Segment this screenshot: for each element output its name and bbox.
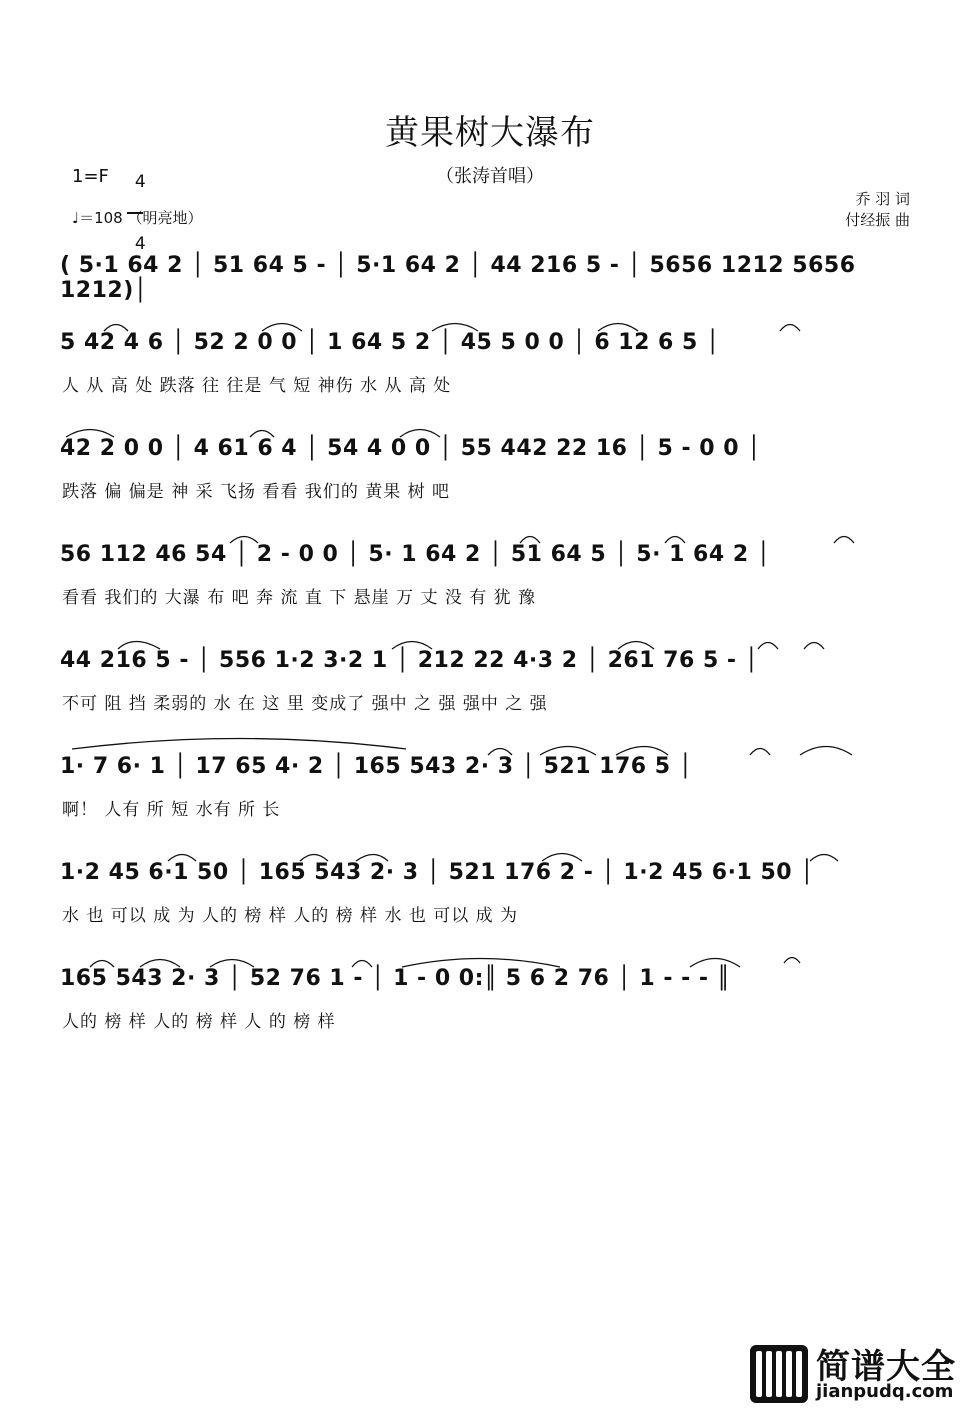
score-row-4: 56 112 46 54 │ 2 - 0 0 │ 5· 1 64 2 │ 51 64 5 │ 5· 1 64 2 │ (60, 542, 771, 567)
score-row-2: 5 42 4 6 │ 52 2 0 0 │ 1 64 5 2 │ 45 5 0 0 │ 6 12 6 5 │ (60, 330, 720, 355)
score-row-3: 42 2 0 0 │ 4 61 6 4 │ 54 4 0 0 │ 55 442 22 16 │ 5 - 0 0 │ (60, 436, 761, 461)
score-row-6: 1· 7 6· 1 │ 17 65 4· 2 │ 165 543 2· 3 │ 521 176 5 │ (60, 754, 693, 779)
logo-url: jianpudq.com (816, 1381, 954, 1402)
composer-credit: 付经振 曲 (845, 211, 910, 229)
score-row-5: 44 216 5 - │ 556 1·2 3·2 1 │ 212 22 4·3 2 │ 261 76 5 - │ (60, 648, 759, 673)
time-signature-top: 4 (134, 172, 146, 192)
score-row-1: ( 5·1 64 2 │ 51 64 5 - │ 5·1 64 2 │ 44 216 5 - │ 5656 1212 5656 1212)│ (60, 253, 856, 303)
lyrics-row-4: 看看 我们的 大瀑 布 吧 奔 流 直 下 悬崖 万 丈 没 有 犹 豫 (62, 588, 537, 608)
score-row-7: 1·2 45 6·1 50 │ 165 543 2· 3 │ 521 176 2 - │ 1·2 45 6·1 50 │ (60, 860, 814, 885)
lyricist-credit: 乔 羽 词 (855, 190, 910, 208)
time-signature-bottom: 4 (134, 234, 146, 254)
site-logo (750, 1341, 974, 1407)
piano-keys-icon (750, 1345, 808, 1403)
lyrics-row-8: 人的 榜 样 人的 榜 样 人 的 榜 样 (62, 1012, 336, 1032)
performer-subtitle: （张涛首唱） (436, 166, 544, 187)
tempo-marking: ♩＝108 （明亮地） (72, 209, 203, 227)
logo-name: 简谱大全 (816, 1347, 956, 1387)
lyrics-row-5: 不可 阻 挡 柔弱的 水 在 这 里 变成了 强中 之 强 强中 之 强 (62, 694, 548, 714)
lyrics-row-6: 啊！ 人有 所 短 水有 所 长 (62, 800, 281, 820)
lyrics-row-7: 水 也 可以 成 为 人的 榜 样 人的 榜 样 水 也 可以 成 为 (62, 906, 519, 926)
score-row-8: 165 543 2· 3 │ 52 76 1 - │ 1 - 0 0:║ 5 6 2 76 │ 1 - - - ║ (60, 966, 731, 991)
page-title: 黄果树大瀑布 (385, 113, 595, 153)
lyrics-row-3: 跌落 偏 偏是 神 采 飞扬 看看 我们的 黄果 树 吧 (62, 482, 451, 502)
key-signature: 1=F (72, 166, 109, 187)
lyrics-row-2: 人 从 高 处 跌落 往 往是 气 短 神伤 水 从 高 处 (62, 376, 452, 396)
